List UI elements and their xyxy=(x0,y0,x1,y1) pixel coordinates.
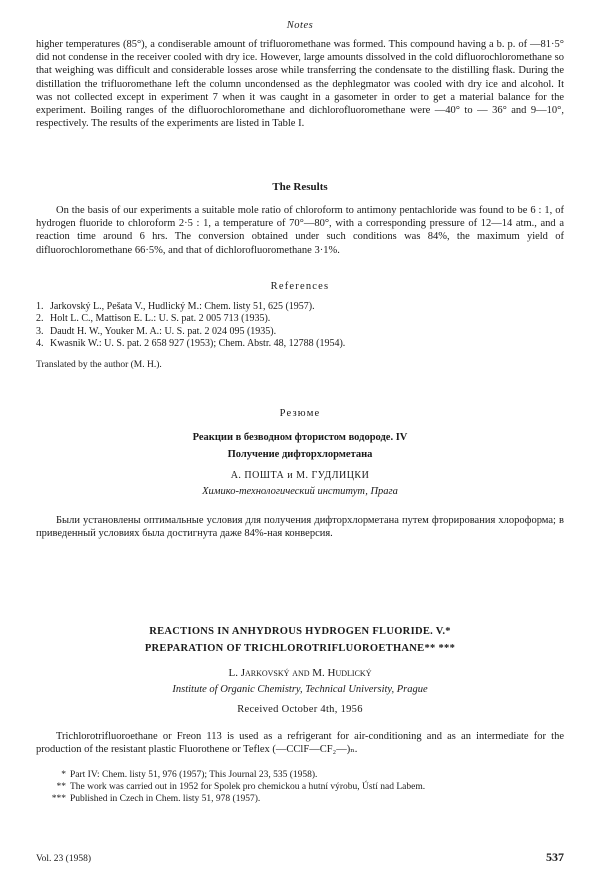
footnotes xyxy=(36,769,576,805)
article-received: Received October 4th, 1956 xyxy=(237,704,363,715)
reference-item xyxy=(36,301,564,313)
article-title-line1: REACTIONS IN ANHYDROUS HYDROGEN FLUORIDE. V.* xyxy=(149,626,451,637)
resume-heading: Резюме xyxy=(279,408,321,419)
page-number: 537 xyxy=(546,850,564,864)
footnote xyxy=(36,769,576,781)
article-authors: L. Jarkovský and M. Hudlický xyxy=(228,667,372,679)
resume-title-line1: Реакции в безводном фтористом водороде. IV xyxy=(192,432,408,443)
results-heading: The Results xyxy=(272,181,328,193)
reference-text: Holt L. C., Mattison E. L.: U. S. pat. 2 005 713 (1935). xyxy=(50,313,271,325)
references-list xyxy=(36,301,564,351)
reference-text: Kwasnik W.: U. S. pat. 2 658 927 (1953); Chem. Abstr. 48, 12788 (1954). xyxy=(50,338,346,350)
article-intro: Trichlorotrifluoroethane or Freon 113 is used as a refrigerant for air-conditioning and as an intermediate for the production of the resistant plastic Fluorothene or Teflex (—CClF—CF₂—)ₙ. xyxy=(36,731,564,756)
article-title-line2: PREPARATION OF TRICHLOROTRIFLUOROETHANE** *** xyxy=(144,643,456,654)
resume-title-line2: Получение дифторхлорметана xyxy=(227,449,373,460)
reference-text: Daudt H. W., Youker M. A.: U. S. pat. 2 024 095 (1935). xyxy=(50,325,277,337)
footnote-mark: *** xyxy=(51,794,66,804)
reference-item xyxy=(36,313,564,325)
footnote-mark: * xyxy=(61,770,66,780)
footnote-mark: ** xyxy=(56,782,66,792)
reference-number: 3. xyxy=(36,325,44,337)
footnote-text: Published in Czech in Chem. listy 51, 978 (1957). xyxy=(70,794,261,804)
translated-by-note: Translated by the author (M. H.). xyxy=(36,360,162,370)
footnote xyxy=(36,793,576,805)
reference-number: 2. xyxy=(36,313,44,325)
reference-item xyxy=(36,326,564,338)
footnote xyxy=(36,781,576,793)
footnote-text: The work was carried out in 1952 for Spolek pro chemickou a hutní výrobu, Ústí nad Labem. xyxy=(70,782,426,792)
references-heading: References xyxy=(270,281,330,292)
reference-item xyxy=(36,338,564,350)
resume-paragraph: Были установлены оптимальные условия для получения дифторхлорметана путем фторирования хлороформа; в приведенный условиях была достигнута даже 84%-ная конверсия. xyxy=(36,515,564,540)
continuation-paragraph: higher temperatures (85°), a condiserable amount of trifluoromethane was formed. This compound having a b. p. of —81·5° did not condense in the receiver cooled with dry ice. However, large amounts dissolved in the cold difluorochloromethane so that weighing was difficult and considerable losses arose while transferring the condensate to the distilling flask. During the distillation the trifluoromethane left the column uncondensed as the dephlegmator was cooled with dry ice and alcohol. It was not collected except in experiment 7 when it was caught in a gasometer in order to get a material balance for the experiment. Boiling ranges of the difluorochloromethane and dichlorofluoromethane were —40° to — 36° and 9—10°, respectively. The results of the experiments are listed in Table I. xyxy=(36,39,564,130)
results-paragraph: On the basis of our experiments a suitable mole ratio of chloroform to antimony pentachloride was found to be 6 : 1, of hydrogen fluoride to chloroform 2·5 : 1, a temperature of 70°—80°, with a corresponding pressure of 12—14 atm., and a reaction time around 6 hrs. The conversion obtained under such conditions was 84%, the maximum yield of difluorochloromethane 66·5%, and that of dichlorofluoromethane 3·1%. xyxy=(36,205,564,256)
reference-text: Jarkovský L., Pešata V., Hudlický M.: Chem. listy 51, 625 (1957). xyxy=(50,301,315,312)
article-institute: Institute of Organic Chemistry, Technical University, Prague xyxy=(172,684,428,695)
footnote-text: Part IV: Chem. listy 51, 976 (1957); This Journal 23, 535 (1958). xyxy=(70,770,318,780)
reference-number: 1. xyxy=(36,301,44,312)
reference-number: 4. xyxy=(36,338,44,350)
volume-label: Vol. 23 (1958) xyxy=(36,854,91,864)
resume-institute: Химико-технологический институт, Прага xyxy=(202,486,398,497)
resume-authors: А. ПОШТА и М. ГУДЛИЦКИ xyxy=(230,470,370,481)
running-title: Notes xyxy=(286,20,314,31)
